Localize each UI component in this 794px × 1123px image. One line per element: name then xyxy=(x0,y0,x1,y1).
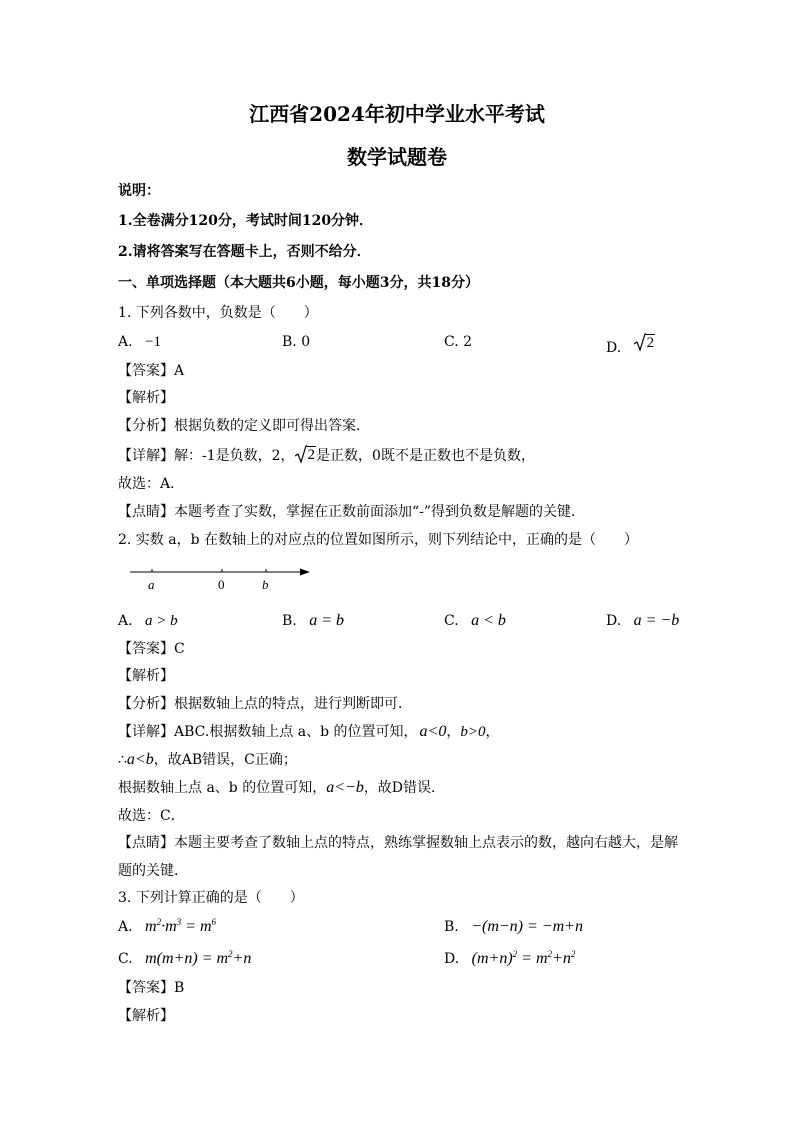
q3-option-b xyxy=(444,917,583,937)
comment-tag: 【点睛】 xyxy=(118,835,174,851)
option-label: A. xyxy=(118,613,133,629)
q1-comment xyxy=(118,502,585,522)
question-2-stem: 2. 实数 a，b 在数轴上的对应点的位置如图所示，则下列结论中，正确的是（ ） xyxy=(118,532,639,548)
detail-tag: 【详解】 xyxy=(118,448,174,464)
analysis-tag: 【分析】 xyxy=(118,696,174,712)
option-value: −(m−n) = −m+n xyxy=(471,918,583,935)
sqrt-expression xyxy=(634,332,656,352)
math-expression: b>0 xyxy=(460,724,486,740)
option-value: a > b xyxy=(145,613,178,629)
math-expression: a<b xyxy=(126,751,154,768)
q2-analysis xyxy=(118,694,412,714)
exam-subtitle: 数学试题卷 xyxy=(347,145,447,169)
option-label: D. xyxy=(606,613,622,629)
option-label: A. xyxy=(118,334,133,350)
expr-part: m(m+n) = m xyxy=(145,950,229,967)
option-label: D. xyxy=(606,340,622,356)
q2-detail-line-2 xyxy=(118,750,297,770)
option-label: C. xyxy=(444,613,459,629)
option-value: $m^2\cdot m^3 = m^6$ xyxy=(145,917,216,935)
q1-analysis xyxy=(118,416,370,436)
q1-option-d xyxy=(606,332,655,358)
notes-item-1: 1.全卷满分120分，考试时间120分钟． xyxy=(118,213,374,229)
question-1-stem: 1. 下列各数中，负数是（ ） xyxy=(118,305,318,321)
q2-option-d xyxy=(606,611,679,631)
q1-answer xyxy=(118,361,184,381)
detail-text: ，故D错误． xyxy=(363,780,446,796)
answer-value: C xyxy=(174,641,185,657)
answer-tag: 【答案】 xyxy=(118,641,174,657)
q1-choice: 故选：A． xyxy=(118,476,185,492)
exam-title: 江西省2024年初中学业水平考试 xyxy=(249,102,545,126)
radical-sign-icon xyxy=(634,332,646,352)
separator: ， xyxy=(446,724,461,740)
option-label: B. xyxy=(444,919,459,935)
option-value: −1 xyxy=(145,334,161,350)
notes-item-2: 2.请将答案写在答题卡上，否则不给分． xyxy=(118,244,371,260)
comment-text: 本题主要考查了数轴上点的特点，熟练掌握数轴上点表示的数，越向右越大，是解 xyxy=(174,835,678,851)
detail-text: ，故AB错误，C正确； xyxy=(153,752,297,768)
q1-option-b: B. 0 xyxy=(282,334,311,350)
sqrt-expression xyxy=(295,444,317,464)
q1-option-a xyxy=(118,332,161,352)
radical-sign-icon xyxy=(295,444,307,464)
therefore-symbol: ∴ xyxy=(118,752,127,768)
option-label: C. xyxy=(118,951,133,967)
option-value: a = b xyxy=(309,612,344,629)
q3-option-d xyxy=(444,949,575,969)
detail-text: 根据数轴上点 a、b 的位置可知， xyxy=(118,780,327,796)
separator: ， xyxy=(485,724,500,740)
detail-text: 解：-1是负数，2， xyxy=(174,448,295,464)
math-expression: a<−b xyxy=(326,779,364,796)
detail-text: ABC.根据数轴上点 a、b 的位置可知， xyxy=(174,724,418,740)
q3-answer xyxy=(118,978,184,998)
option-label: B. xyxy=(282,613,297,629)
label-a: a xyxy=(148,577,155,592)
q2-detail-line-1 xyxy=(118,722,499,742)
q2-option-b xyxy=(282,611,344,631)
label-b: b xyxy=(262,577,269,592)
q3-jiexi-tag: 【解析】 xyxy=(118,1008,174,1024)
q2-detail-line-3 xyxy=(118,778,445,798)
expr-part: +n xyxy=(232,950,252,967)
analysis-tag: 【分析】 xyxy=(118,418,174,434)
number-line-diagram xyxy=(128,560,318,596)
option-value: $(m+n)^2 = m^2+n^2$ xyxy=(471,949,576,967)
comment-text: 本题考查了实数，掌握在正数前面添加“-”得到负数是解题的关键． xyxy=(174,504,586,520)
detail-text-continued: 是正数，0既不是正数也不是负数， xyxy=(316,448,535,464)
option-value: a < b xyxy=(471,612,506,629)
answer-tag: 【答案】 xyxy=(118,980,174,996)
q2-jiexi-tag: 【解析】 xyxy=(118,668,174,684)
arrow-head-icon xyxy=(300,569,310,576)
answer-value: B xyxy=(174,980,185,996)
option-value: a = −b xyxy=(633,612,680,629)
q3-option-a xyxy=(118,917,216,937)
q1-detail xyxy=(118,444,535,466)
q3-option-c xyxy=(118,949,251,969)
q1-jiexi-tag: 【解析】 xyxy=(118,390,174,406)
q2-comment-line-2: 题的关键． xyxy=(118,863,188,879)
q2-choice: 故选：C． xyxy=(118,808,185,824)
detail-tag: 【详解】 xyxy=(118,724,174,740)
comment-tag: 【点睛】 xyxy=(118,504,174,520)
option-label: A. xyxy=(118,919,133,935)
analysis-text: 根据负数的定义即可得出答案． xyxy=(174,418,370,434)
answer-value: A xyxy=(174,363,185,379)
section-heading: 一、单项选择题（本大题共6小题，每小题3分，共18分） xyxy=(118,275,479,291)
q2-comment-line-1 xyxy=(118,833,678,853)
question-3-stem: 3. 下列计算正确的是（ ） xyxy=(118,890,304,906)
math-expression: a<0 xyxy=(419,723,447,740)
option-value: $m(m+n) = m^2+n$ xyxy=(145,949,252,967)
notes-heading: 说明： xyxy=(118,183,160,199)
q2-option-a xyxy=(118,611,178,631)
radicand: 2 xyxy=(646,335,655,351)
analysis-text: 根据数轴上点的特点，进行判断即可． xyxy=(174,696,412,712)
radicand: 2 xyxy=(307,447,316,463)
q2-answer xyxy=(118,639,185,659)
answer-tag: 【答案】 xyxy=(118,363,174,379)
q2-option-c xyxy=(444,611,506,631)
label-zero: 0 xyxy=(218,577,225,592)
q1-option-c: C. 2 xyxy=(444,334,473,350)
option-label: D. xyxy=(444,951,460,967)
